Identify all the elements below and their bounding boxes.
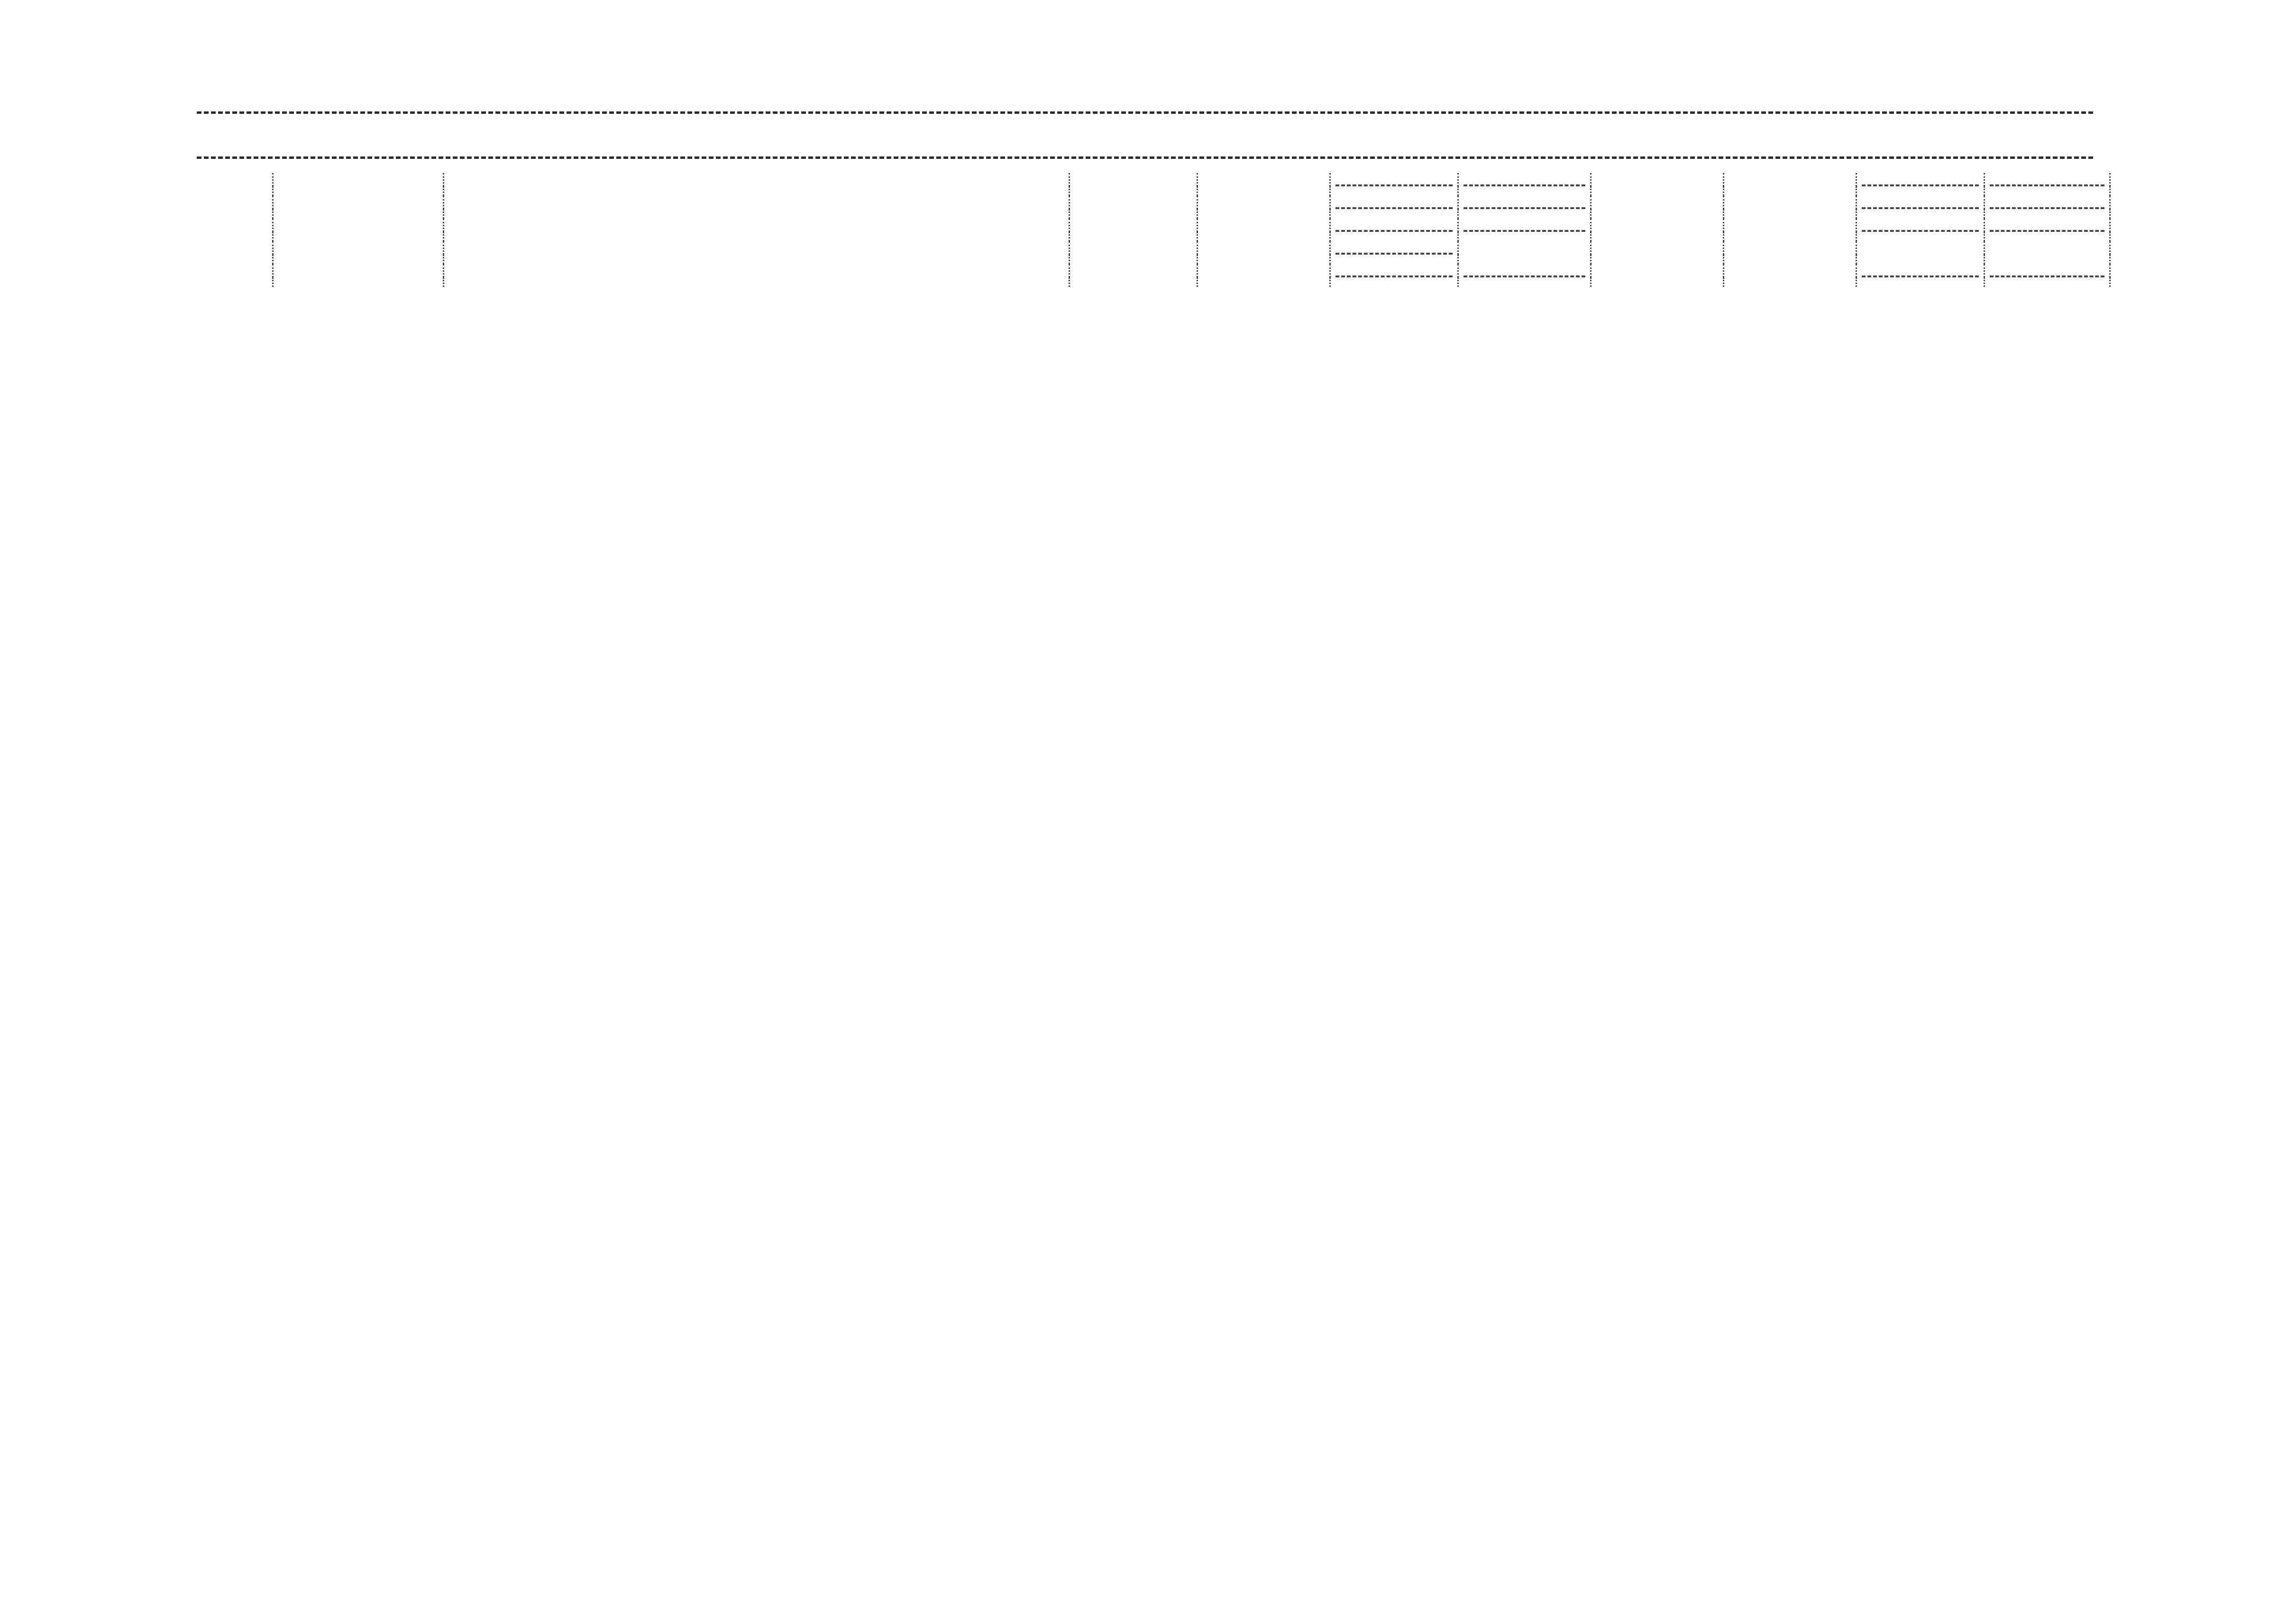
top-rule	[197, 111, 2093, 114]
table-row	[197, 219, 2120, 232]
table-row	[197, 241, 2120, 255]
estimate-table	[197, 173, 2120, 287]
header-rule	[197, 156, 2093, 159]
table-row	[197, 277, 2120, 287]
table-row	[197, 196, 2120, 209]
table-row	[197, 173, 2120, 186]
table-row	[197, 255, 2120, 264]
table-row	[197, 186, 2120, 196]
table-row	[197, 209, 2120, 219]
table-row	[197, 232, 2120, 241]
column-number-row	[197, 122, 2093, 146]
table-row	[197, 264, 2120, 277]
